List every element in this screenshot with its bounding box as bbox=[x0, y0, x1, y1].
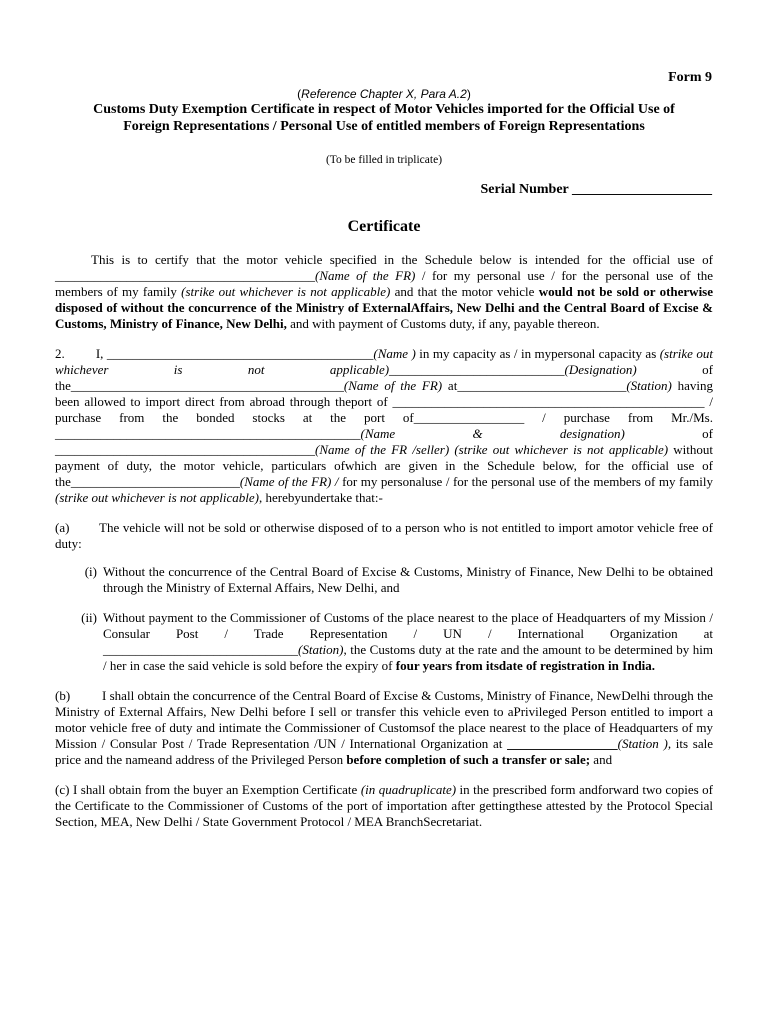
clause-a-ii-bold-1: four years from itsdate of registration in India. bbox=[395, 658, 656, 673]
para1-text-4: and with payment of Customs duty, if any, payable thereon. bbox=[286, 316, 600, 331]
clause-c-italic-1: (in quadruplicate) bbox=[360, 782, 457, 797]
para1-text-1: This is to certify that the motor vehicle specified in the Schedule below is intended for the official use of ________________________________________ bbox=[55, 252, 713, 283]
para2-text-1: 2. I, _________________________________________ bbox=[55, 346, 374, 361]
clause-c-text-2: in the prescribed form andforward two copies of the Certificate to the Commissioner of Customs of the port of importation after gettingthese attested by the Protocol Special Section, MEA, New Delhi / State Government Protocol / MEA BranchSecretariat. bbox=[55, 782, 713, 829]
para2-text-6: having been allowed to import direct from abroad through theport of ________________________________________________ / purchase from the bonded stocks at the port of_________________ / purchase from Mr./Ms. _______________________________________________ bbox=[55, 378, 714, 441]
para2-italic-2: (strike out whichever is not applicable) bbox=[55, 346, 713, 377]
para2-italic-1: (Name ) bbox=[373, 346, 416, 361]
para1-bold-1: would not be sold or otherwise disposed of without the concurrence of the Ministry of ExternalAffairs, New Delhi and the Central Board of Excise & Customs, Ministry of Finance, New Delhi, bbox=[55, 284, 714, 331]
clause-a-ii bbox=[55, 610, 713, 674]
clause-b bbox=[55, 688, 713, 768]
paragraph-2 bbox=[55, 346, 713, 506]
reference-open: ( bbox=[297, 87, 302, 101]
para2-italic-7: (Name of the FR /seller) (strike out whichever is not applicable) bbox=[315, 442, 669, 457]
clause-a-i-text: Without the concurrence of the Central Board of Excise & Customs, Ministry of Finance, New Delhi to be obtained through the Ministry of External Affairs, New Delhi, and bbox=[103, 564, 713, 595]
para2-text-5: at__________________________ bbox=[442, 378, 627, 393]
clause-c bbox=[55, 782, 713, 830]
para2-text-4: of the__________________________________________ bbox=[55, 362, 713, 393]
clause-b-bold-1: _________________ bbox=[507, 736, 618, 751]
para2-italic-6: (Name & designation) bbox=[360, 426, 625, 441]
clause-c-text-1: (c) I shall obtain from the buyer an Exemption Certificate bbox=[55, 782, 361, 797]
para2-italic-5: (Station) bbox=[626, 378, 672, 393]
clause-b-italic-1: (Station ), bbox=[617, 736, 672, 751]
reference-close: ) bbox=[466, 87, 471, 101]
reference-text: Reference Chapter X, Para A.2 bbox=[301, 87, 467, 101]
para2-text-7: of ________________________________________ bbox=[55, 426, 713, 457]
para2-text-8: without payment of duty, the motor vehicle, particulars ofwhich are given in the Schedule below, for the official use of the__________________________ bbox=[55, 442, 713, 489]
para2-italic-8: (Name of the FR) / bbox=[239, 474, 339, 489]
clause-a-ii-text-2: , the Customs duty at the rate and the amount to be determined by him / her in case the said vehicle is sold before the expiry of bbox=[103, 642, 713, 673]
para2-text-3: ___________________________ bbox=[389, 362, 565, 377]
clause-b-text-2: its sale price and the nameand address of the Privileged Person bbox=[55, 736, 714, 767]
para2-italic-4: (Name of the FR) bbox=[343, 378, 443, 393]
para1-italic-2: (strike out whichever is not applicable) bbox=[181, 284, 391, 299]
reference-note bbox=[0, 86, 768, 102]
clause-a-ii-text bbox=[103, 610, 713, 674]
para2-italic-9: (strike out whichever is not applicable) bbox=[55, 490, 259, 505]
clause-a-text: The vehicle will not be sold or otherwise disposed of to a person who is not entitled to import amotor vehicle free of duty: bbox=[55, 520, 713, 551]
paragraph-1 bbox=[55, 252, 713, 332]
clause-a-i-label: (i) bbox=[84, 564, 97, 579]
clause-a-label: (a) bbox=[55, 520, 70, 535]
document-subtitle: (To be filled in triplicate) bbox=[325, 154, 443, 166]
certificate-heading: Certificate bbox=[347, 218, 421, 235]
para2-text-2: in my capacity as / in mypersonal capacity as bbox=[415, 346, 660, 361]
clause-b-bold-2: before completion of such a transfer or sale; bbox=[346, 752, 591, 767]
serial-number-field: Serial Number ____________________ bbox=[480, 182, 712, 197]
clause-b-label: (b) bbox=[55, 688, 71, 703]
clause-a-ii-label: (ii) bbox=[81, 610, 97, 625]
form-number: Form 9 bbox=[668, 70, 712, 85]
para2-italic-3: (Designation) bbox=[564, 362, 637, 377]
para2-text-10: , herebyundertake that:- bbox=[258, 490, 383, 505]
clause-b-text-1: I shall obtain the concurrence of the Central Board of Excise & Customs, Ministry of Finance, NewDelhi through the Ministry of External Affairs, New Delhi before I sell or transfer this vehicle even to aPrivileged Person entitled to import a motor vehicle free of duty and intimate the Commissioner of Customsof the place nearest to the place of Headquarters of my Mission / Consular Post / Trade Representation /UN / International Organization at bbox=[55, 688, 713, 751]
clause-a bbox=[55, 520, 713, 552]
clause-a-ii-italic-1: (Station) bbox=[298, 642, 344, 657]
clause-b-text-3: and bbox=[590, 752, 613, 767]
certificate-body bbox=[55, 252, 713, 830]
para1-italic-1: (Name of the FR) bbox=[315, 268, 416, 283]
clause-a-i bbox=[55, 564, 713, 596]
clause-a-ii-text-1: Without payment to the Commissioner of Customs of the place nearest to the place of Headquarters of my Mission / Consular Post / Trade Representation / UN / International Organization at ______________________________ bbox=[103, 610, 713, 657]
para1-text-2: / for my personal use / for the personal use of the members of my family bbox=[55, 268, 714, 299]
para1-text-3: and that the motor vehicle bbox=[390, 284, 539, 299]
document-title: Customs Duty Exemption Certificate in respect of Motor Vehicles imported for the Official Use of Foreign Representations / Personal Use of entitled members of Foreign Representations bbox=[93, 102, 675, 134]
para2-text-9: for my personaluse / for the personal use of the members of my family bbox=[338, 474, 713, 489]
